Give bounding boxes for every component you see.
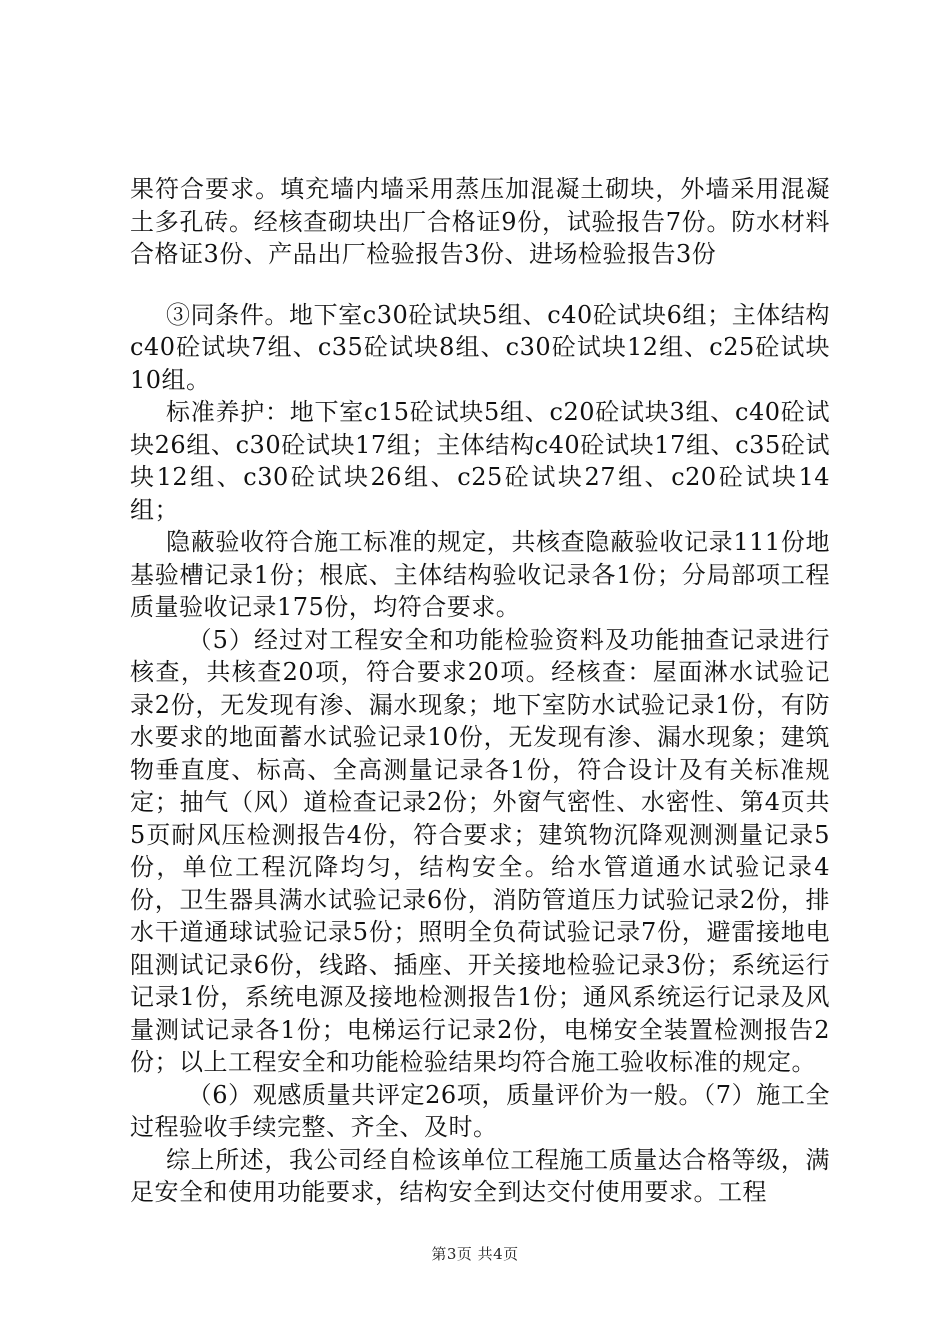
page-footer: 第3页 共4页 xyxy=(431,1245,519,1263)
paragraph-standard-curing: 标准养护：地下室c15砼试块5组、c20砼试块3组、c40砼试块26组、c30砼试块17组；主体结构c40砼试块17组、c35砼试块12组、c30砼试块26组、c25砼试块27组、c20砼试块14组； xyxy=(130,398,830,524)
paragraph-visual-quality: （6）观感质量共评定26项，质量评价为一般。（7）施工全过程验收手续完整、齐全、及时。 xyxy=(130,1080,830,1141)
paragraph-conclusion: 综上所述，我公司经自检该单位工程施工质量达合格等级，满足安全和使用功能要求，结构安全到达交付使用要求。工程 xyxy=(130,1145,830,1206)
paragraph-concealed-inspection: 隐蔽验收符合施工标准的规定，共核查隐蔽验收记录111份地基验槽记录1份；根底、主体结构验收记录各1份；分局部项工程质量验收记录175份，均符合要求。 xyxy=(130,528,830,621)
document-body xyxy=(130,173,830,1209)
paragraph-same-condition-specimens: ③同条件。地下室c30砼试块5组、c40砼试块6组；主体结构c40砼试块7组、c35砼试块8组、c30砼试块12组、c25砼试块10组。 xyxy=(130,300,830,394)
paragraph-safety-function-check: （5）经过对工程安全和功能检验资料及功能抽查记录进行核查，共核查20项，符合要求20项。经核查：屋面淋水试验记录2份，无发现有渗、漏水现象；地下室防水试验记录1份，有防水要求的地面蓄水试验记录10份，无发现有渗、漏水现象；建筑物垂直度、标高、全高测量记录各1份，符合设计及有关标准规定；抽气（风）道检查记录2份；外窗气密性、水密性、第4页共5页耐风压检测报告4份，符合要求；建筑物沉降观测测量记录5份，单位工程沉降均匀，结构安全。给水管道通水试验记录4份，卫生器具满水试验记录6份，消防管道压力试验记录2份，排水干道通球试验记录5份；照明全负荷试验记录7份，避雷接地电阻测试记录6份，线路、插座、开关接地检验记录3份；系统运行记录1份，系统电源及接地检测报告1份；通风系统运行记录及风量测试记录各1份；电梯运行记录2份，电梯安全装置检测报告2份；以上工程安全和功能检验结果均符合施工验收标准的规定。 xyxy=(130,625,830,1076)
paragraph-materials: 果符合要求。填充墙内墙采用蒸压加混凝土砌块，外墙采用混凝土多孔砖。经核查砌块出厂合格证9份，试验报告7份。防水材料合格证3份、产品出厂检验报告3份、进场检验报告3份 xyxy=(130,175,830,268)
